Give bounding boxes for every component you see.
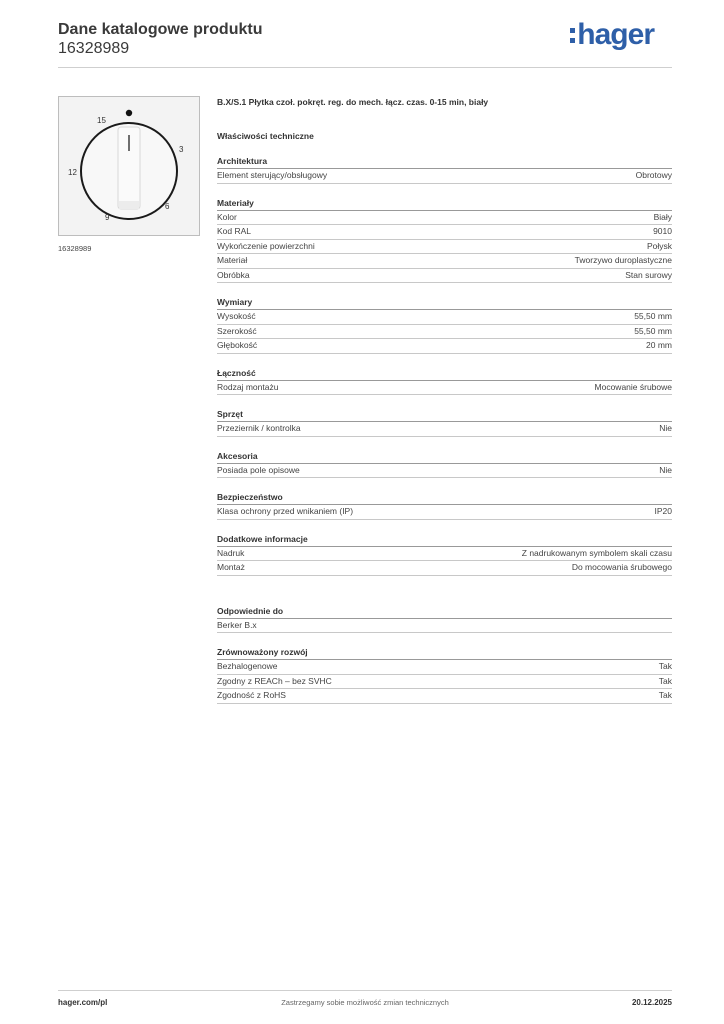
property-section (217, 605, 672, 634)
section-title: Dodatkowe informacje (217, 533, 672, 547)
header-divider (58, 67, 672, 68)
section-title: Bezpieczeństwo (217, 491, 672, 505)
property-row (217, 240, 672, 255)
dial-label: 12 (68, 168, 77, 177)
property-label: Wykończenie powierzchni (217, 240, 315, 251)
document-title: Dane katalogowe produktu (58, 21, 263, 38)
property-row (217, 381, 672, 396)
image-caption: 16328989 (58, 244, 92, 253)
property-row (217, 225, 672, 240)
property-value: Tak (658, 661, 672, 671)
hager-logo (570, 20, 654, 50)
section-title: Architektura (217, 155, 672, 169)
section-title: Materiały (217, 197, 672, 211)
property-label: Materiał (217, 255, 248, 265)
page-header (58, 20, 672, 70)
dial-label: 6 (165, 202, 170, 211)
property-row (217, 269, 672, 284)
property-value: 55,50 mm (634, 325, 672, 336)
property-row (217, 310, 672, 325)
property-row (217, 547, 672, 562)
property-label: Kod RAL (217, 226, 252, 236)
property-section (217, 408, 672, 437)
property-value: Do mocowania śrubowego (571, 562, 672, 572)
property-label: Bezhalogenowe (217, 661, 278, 671)
footer-divider (58, 990, 672, 991)
property-label: Nadruk (217, 547, 245, 558)
property-row (217, 675, 672, 690)
property-row (217, 505, 672, 520)
property-section (217, 491, 672, 520)
product-image (58, 96, 200, 236)
property-label: Przeziernik / kontrolka (217, 423, 301, 433)
section-title: Wymiary (217, 296, 672, 310)
property-label: Posiada pole opisowe (217, 464, 300, 475)
dial-label: 3 (179, 145, 184, 154)
property-label: Kolor (217, 211, 237, 222)
footer-disclaimer: Zastrzegamy sobie możliwość zmian technicznych (281, 998, 449, 1007)
property-value: 55,50 mm (634, 311, 672, 321)
property-label: Obróbka (217, 269, 250, 280)
properties-title: Właściwości techniczne (217, 131, 314, 141)
property-section (217, 197, 672, 284)
footer-website: hager.com/pl (58, 998, 108, 1007)
property-label: Klasa ochrony przed wnikaniem (IP) (217, 506, 354, 516)
section-title: Łączność (217, 367, 672, 381)
property-sections (217, 155, 672, 704)
property-row (217, 561, 672, 576)
dial-label: 9 (105, 213, 110, 222)
property-section (217, 533, 672, 576)
property-label: Montaż (217, 562, 245, 572)
property-value: 9010 (653, 226, 672, 236)
property-row (217, 254, 672, 269)
property-label: Zgodność z RoHS (217, 690, 286, 700)
property-label: Głębokość (217, 340, 258, 350)
property-value: Obrotowy (635, 170, 672, 180)
section-title: Sprzęt (217, 408, 672, 422)
property-section (217, 646, 672, 704)
section-title: Zrównoważony rozwój (217, 646, 672, 660)
dial-marker-dot (126, 110, 132, 116)
property-label: Szerokość (217, 325, 257, 336)
property-value: Mocowanie śrubowe (594, 381, 672, 392)
property-value: Tak (658, 690, 672, 700)
property-value: Tworzywo duroplastyczne (574, 255, 672, 265)
section-title: Akcesoria (217, 450, 672, 464)
property-value: Biały (653, 211, 672, 222)
property-row (217, 464, 672, 479)
property-label: Wysokość (217, 311, 256, 321)
property-section (217, 155, 672, 184)
timer-dial-image (59, 97, 199, 235)
document-number: 16328989 (58, 40, 130, 57)
property-row (217, 339, 672, 354)
section-title: Odpowiednie do (217, 605, 672, 619)
property-section (217, 296, 672, 354)
product-details (217, 96, 672, 704)
dial-label: 15 (97, 116, 106, 125)
property-row (217, 211, 672, 226)
product-name: B.X/S.1 Płytka czoł. pokręt. reg. do mech. łącz. czas. 0-15 min, biały (217, 97, 489, 107)
property-value: Tak (658, 675, 672, 686)
property-label: Element sterujący/obsługowy (217, 170, 328, 180)
property-value: Nie (659, 423, 672, 433)
logo-text: hager (577, 18, 654, 51)
property-value: Nie (659, 464, 672, 475)
property-section (217, 450, 672, 479)
footer-date: 20.12.2025 (631, 998, 672, 1007)
property-row (217, 619, 672, 634)
property-value: Stan surowy (625, 269, 672, 280)
property-row (217, 169, 672, 184)
logo-colon-icon (570, 28, 575, 48)
property-row (217, 689, 672, 704)
property-row (217, 422, 672, 437)
property-value: IP20 (654, 506, 672, 516)
property-value: Z nadrukowanym symbolem skali czasu (521, 547, 672, 558)
property-label: Zgodny z REACh – bez SVHC (217, 675, 332, 686)
property-label: Berker B.x (217, 619, 257, 630)
property-value: Połysk (646, 240, 672, 251)
property-value: 20 mm (646, 340, 672, 350)
property-label: Rodzaj montażu (217, 381, 279, 392)
property-row (217, 325, 672, 340)
property-row (217, 660, 672, 675)
property-section (217, 367, 672, 396)
